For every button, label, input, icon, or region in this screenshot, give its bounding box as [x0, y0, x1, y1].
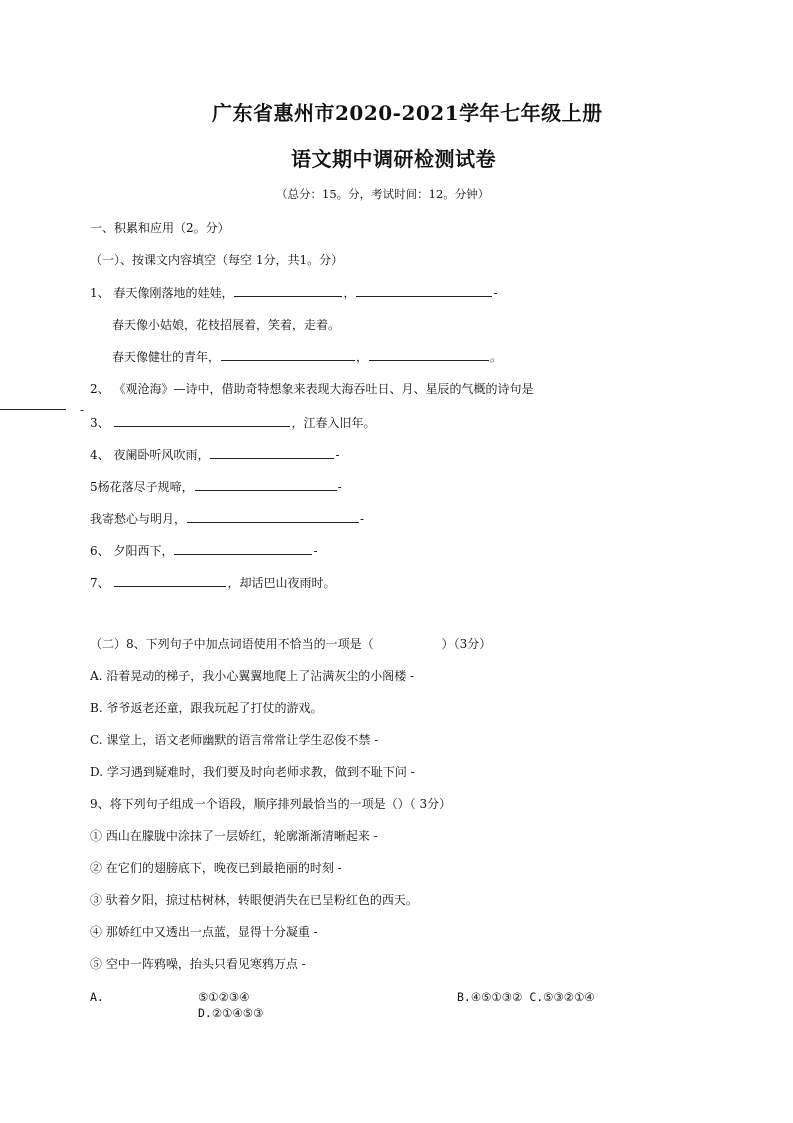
q9-item-3: ③ 驮着夕阳，掠过枯树林，转眼便消失在已呈粉红色的西天。: [90, 893, 418, 907]
question-5: [90, 479, 342, 495]
q1-blank-3[interactable]: [221, 349, 355, 361]
q5-prefix: 5杨花落尽子规啼，: [90, 480, 194, 494]
q1-line3-end: 。: [490, 350, 503, 364]
q4-prefix: 4、 夜阑卧听风吹雨，: [90, 448, 210, 462]
q8-option-c: C. 课堂上，语文老师幽默的语言常常让学生忍俊不禁 -: [90, 733, 379, 747]
q8-option-d: D. 学习遇到疑难时，我们要及时向老师求教，做到不耻下问 -: [90, 765, 415, 779]
q6-end: -: [313, 544, 318, 558]
q8-option-b: B. 爷爷返老还童，跟我玩起了打仗的游戏。: [90, 701, 323, 715]
exam-title-line1: 广东省惠州市2020-2021学年七年级上册: [212, 101, 603, 125]
q5b-prefix: 我寄愁心与明月，: [90, 512, 187, 526]
q7-prefix: 7、: [90, 576, 110, 590]
q1-blank-2[interactable]: [356, 285, 492, 297]
question-6: [90, 543, 318, 559]
q5b-blank[interactable]: [187, 511, 359, 523]
section1-sub-heading: （一）、按课文内容填空（每空 1分，共1。分）: [90, 253, 344, 267]
q2-blank[interactable]: [0, 409, 66, 410]
q9-item-2: ② 在它们的翅膀底下，晚夜已到最艳丽的时刻 -: [90, 861, 342, 875]
q8-suffix: ）（3分）: [441, 637, 492, 651]
question-7: [90, 575, 335, 591]
question-5b: [90, 511, 364, 527]
q8-option-a: A. 沿着晃动的梯子，我小心翼翼地爬上了沾满灰尘的小阁楼 -: [90, 669, 415, 683]
q3-blank[interactable]: [114, 415, 290, 427]
q1-comma: ，: [343, 286, 356, 300]
q4-end: -: [335, 448, 340, 462]
exam-subtitle: （总分：15。分，考试时间：12。分钟）: [276, 187, 490, 201]
question-2: 2、 《观沧海》—诗中，借助奇特想象来表现大海吞吐日、月、星辰的气概的诗句是: [90, 382, 534, 396]
q9-item-5: ⑤ 空中一阵鸦噪，抬头只看见寒鸦万点 -: [90, 957, 306, 971]
q9-option-a-value: ⑤①②③④: [198, 990, 250, 1004]
q5b-end: -: [360, 512, 365, 526]
question-1-line3: [112, 349, 502, 365]
exam-title-line2: 语文期中调研检测试卷: [291, 147, 496, 171]
q7-suffix: ，却话巴山夜雨时。: [227, 576, 336, 590]
q9-option-a-label: A.: [90, 990, 104, 1004]
q8-prefix: （二）8、下列句子中加点词语使用不恰当的一项是（: [90, 637, 374, 651]
q1-blank-1[interactable]: [234, 285, 342, 297]
q9-item-4: ④ 那娇红中又透出一点蓝，显得十分凝重 -: [90, 925, 318, 939]
q9-option-b-c: B.④⑤①③② C.⑤③②①④: [457, 990, 595, 1004]
question-4: [90, 447, 340, 463]
q1-end: -: [493, 286, 498, 300]
q6-prefix: 6、 夕阳西下，: [90, 544, 174, 558]
q1-line3-comma: ，: [356, 350, 369, 364]
q1-blank-4[interactable]: [369, 349, 489, 361]
q4-blank[interactable]: [210, 447, 334, 459]
q2-end: -: [80, 403, 85, 417]
q1-prefix: 1、 春天像刚落地的娃娃，: [90, 286, 234, 300]
q5-blank[interactable]: [195, 479, 337, 491]
q9-item-1: ① 西山在朦胧中涂抹了一层娇红，轮廓渐渐清晰起来 -: [90, 829, 378, 843]
q6-blank[interactable]: [174, 543, 312, 555]
q5-end: -: [337, 480, 342, 494]
q3-prefix: 3、: [90, 416, 110, 430]
section1-heading: 一、积累和应用（2。分）: [90, 221, 230, 235]
q7-blank[interactable]: [114, 575, 226, 587]
question-3: [90, 415, 375, 431]
question-9: 9、将下列句子组成一个语段，顺序排列最恰当的一项是（）（ 3分）: [90, 797, 452, 811]
question-8: [90, 636, 491, 652]
q9-option-d: D.②①④⑤③: [198, 1006, 264, 1020]
q1-line3-prefix: 春天像健壮的青年，: [112, 350, 221, 364]
question-1: [90, 285, 498, 301]
question-1-line2: 春天像小姑娘，花枝招展着，笑着，走着。: [112, 318, 341, 332]
q3-suffix: ，江春入旧年。: [291, 416, 376, 430]
